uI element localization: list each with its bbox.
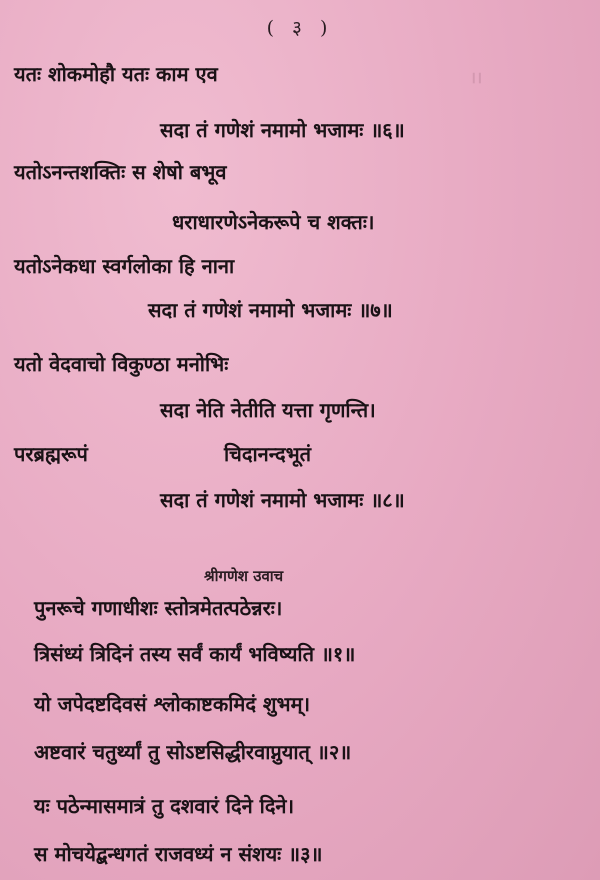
section-heading: श्रीगणेश उवाच bbox=[204, 567, 284, 585]
page-number: ( ३ ) bbox=[266, 17, 334, 39]
verse-6-line-2: सदा तं गणेशं नमामो भजामः ॥६॥ bbox=[160, 118, 405, 142]
verse-6-line-1: यतः शोकमोहौ यतः काम एव bbox=[14, 62, 218, 86]
phalashruti-line-4: अष्टवारं चतुर्थ्यां तु सोऽष्टसिद्धीरवाप्नुयात् ॥२॥ bbox=[34, 740, 352, 764]
verse-8-line-3a: परब्रह्मरूपं bbox=[14, 442, 88, 466]
phalashruti-line-5: यः पठेन्मासमात्रं तु दशवारं दिने दिने। bbox=[34, 794, 295, 818]
verse-7-line-1: यतोऽनन्तशक्तिः स शेषो बभूव bbox=[14, 160, 227, 184]
phalashruti-line-1: पुनरूचे गणाधीशः स्तोत्रमेतत्पठेन्नरः। bbox=[34, 596, 283, 620]
verse-8-line-3b: चिदानन्दभूतं bbox=[224, 442, 312, 466]
verse-7-line-2: धराधारणेऽनेकरूपे च शक्तः। bbox=[172, 210, 375, 234]
phalashruti-line-6: स मोचयेद्बन्धगतं राजवध्यं न संशयः ॥३॥ bbox=[34, 842, 323, 866]
verse-8-line-4: सदा तं गणेशं नमामो भजामः ॥८॥ bbox=[160, 488, 405, 512]
verse-8-line-2: सदा नेति नेतीति यत्ता गृणन्ति। bbox=[160, 398, 376, 422]
phalashruti-line-3: यो जपेदष्टदिवसं श्लोकाष्टकमिदं शुभम्। bbox=[34, 692, 311, 716]
verse-8-line-1: यतो वेदवाचो विकुण्ठा मनोभिः bbox=[14, 352, 229, 376]
phalashruti-line-2: त्रिसंध्यं त्रिदिनं तस्य सर्वं कार्यं भविष्यति ॥१॥ bbox=[34, 642, 356, 666]
bleed-through-text: ।। bbox=[470, 68, 483, 87]
verse-7-line-4: सदा तं गणेशं नमामो भजामः ॥७॥ bbox=[148, 298, 393, 322]
verse-7-line-3: यतोऽनेकधा स्वर्गलोका हि नाना bbox=[14, 254, 235, 278]
